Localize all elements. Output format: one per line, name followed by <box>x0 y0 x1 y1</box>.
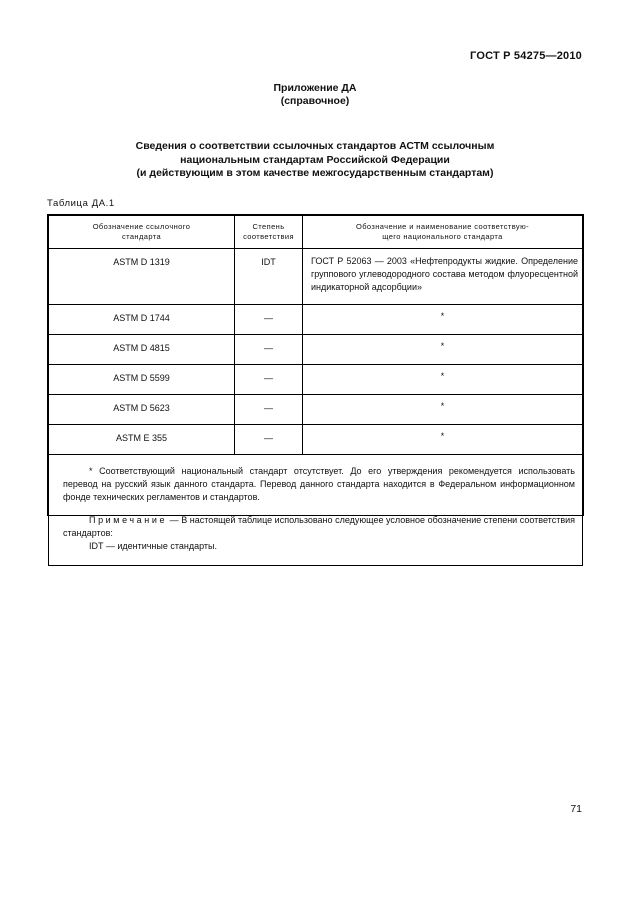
correspondence-table <box>47 214 584 551</box>
standard-code: ГОСТ Р 54275—2010 <box>470 50 582 62</box>
appendix-title: Приложение ДА <box>273 82 357 94</box>
table-row <box>49 365 583 395</box>
national-cell: * <box>303 335 583 365</box>
title-line-3: (и действующим в этом качестве межгосударственным стандартам) <box>136 167 494 179</box>
ref-cell: ASTM D 1319 <box>49 249 235 305</box>
note-label: Примечание <box>89 515 168 525</box>
footnote: * Соответствующий национальный стандарт отсутствует. До его утверждения рекомендуется использовать перевод на русский язык данного стандарта. Перевод данного стандарта находится в Федеральном информационном фонде технических регламентов и стандартов. <box>63 466 575 502</box>
table-row <box>49 425 583 455</box>
ref-cell: ASTM D 4815 <box>49 335 235 365</box>
national-cell: ГОСТ Р 52063 — 2003 «Нефтепродукты жидкие. Определение группового углеводородного состава методом флуоресцентной индикаторной адсорбции» <box>303 249 583 305</box>
ref-cell: ASTM D 5599 <box>49 365 235 395</box>
table-caption: Таблица ДА.1 <box>47 198 115 209</box>
header-ref-standard: Обозначение ссылочного стандарта <box>49 216 235 249</box>
table-notes <box>49 455 583 566</box>
note-text: — В настоящей таблице использовано следующее условное обозначение степени соответствия стандартов: <box>63 515 575 538</box>
national-cell: * <box>303 425 583 455</box>
note <box>63 514 575 540</box>
degree-cell: — <box>235 305 303 335</box>
header-degree: Степень соответствия <box>235 216 303 249</box>
degree-cell: — <box>235 365 303 395</box>
national-cell: * <box>303 395 583 425</box>
table-row <box>49 335 583 365</box>
table-notes-row <box>49 455 583 566</box>
ref-cell: ASTM E 355 <box>49 425 235 455</box>
degree-cell: — <box>235 335 303 365</box>
table-header-row <box>49 216 583 249</box>
appendix-type: (справочное) <box>280 95 350 107</box>
ref-cell: ASTM D 5623 <box>49 395 235 425</box>
appendix-heading <box>0 82 630 108</box>
header-national-standard: Обозначение и наименование соответствую- щего национального стандарта <box>303 216 583 249</box>
page-number: 71 <box>570 803 582 815</box>
degree-cell: IDT <box>235 249 303 305</box>
title-line-2: национальным стандартам Российской Федерации <box>180 153 450 166</box>
degree-cell: — <box>235 425 303 455</box>
document-title <box>60 140 570 181</box>
table-row <box>49 249 583 305</box>
ref-cell: ASTM D 1744 <box>49 305 235 335</box>
table-row <box>49 305 583 335</box>
national-cell: * <box>303 305 583 335</box>
title-line-1: Сведения о соответствии ссылочных стандартов АСТМ ссылочным <box>135 140 495 152</box>
note-idt: IDT — идентичные стандарты. <box>89 541 218 551</box>
table-row <box>49 395 583 425</box>
degree-cell: — <box>235 395 303 425</box>
national-cell: * <box>303 365 583 395</box>
